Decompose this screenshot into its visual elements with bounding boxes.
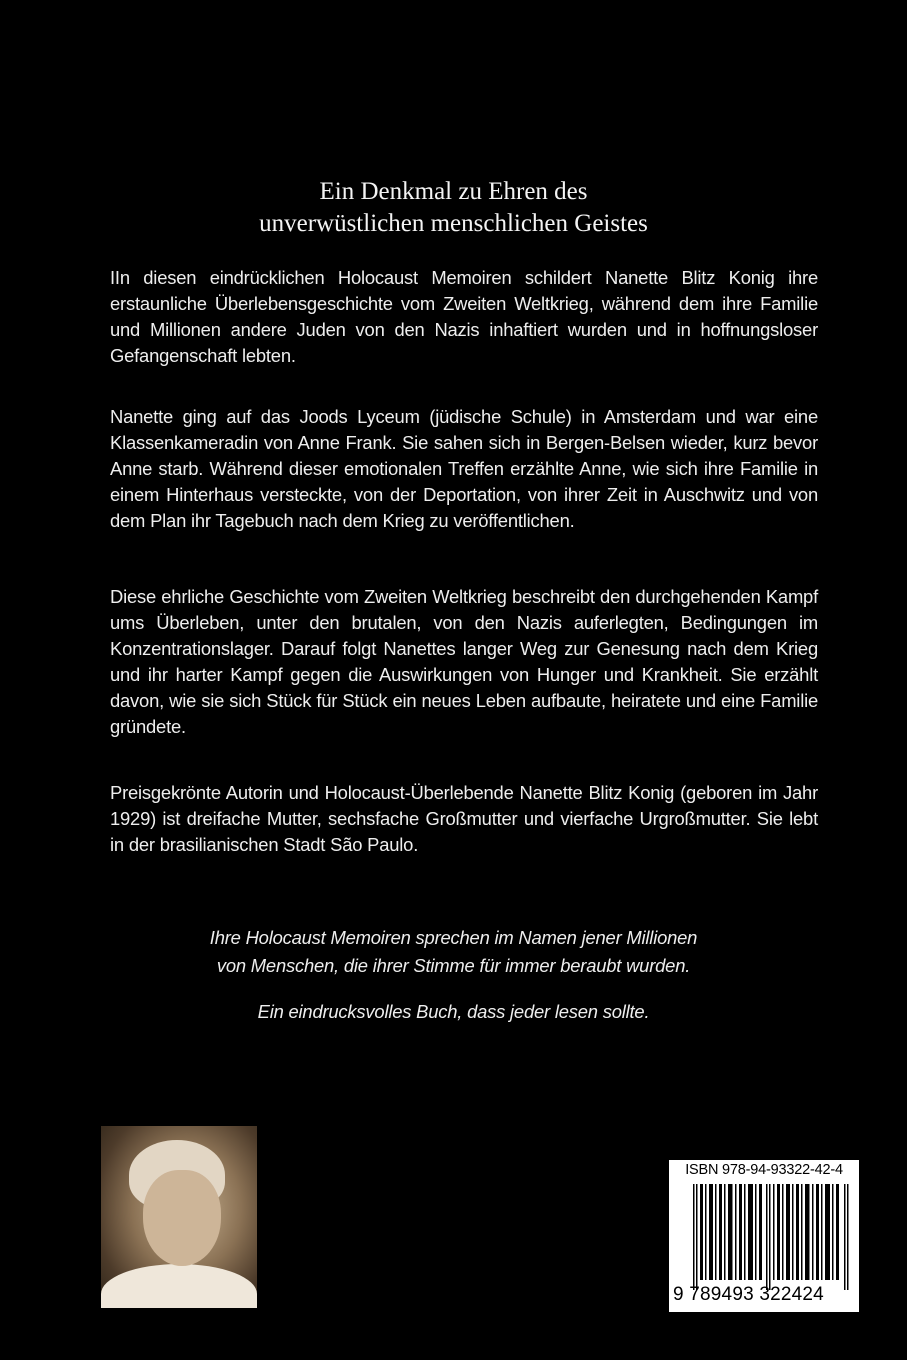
quote-line-1: Ihre Holocaust Memoiren sprechen im Namen jener Millionen	[209, 927, 698, 948]
paragraph-author-bio: Preisgekrönte Autorin und Holocaust-Überlebende Nanette Blitz Konig (geboren im Jahr 1929) ist dreifache Mutter, sechsfache Großmutter und vierfache Urgroßmutter. Sie lebt in der brasilianischen Stadt São Paulo.	[110, 782, 818, 855]
tagline: Ein eindrucksvolles Buch, dass jeder lesen sollte.	[257, 1001, 650, 1022]
paragraph-survival: Diese ehrliche Geschichte vom Zweiten Weltkrieg beschreibt den durchgehenden Kampf ums Überleben, unter den brutalen, von den Nazis auferlegten, Bedingungen im Konzentrationslager. Darauf folgt Nanettes langer Weg zur Genesung nach dem Krieg und ihr harter Kampf gegen die Auswirkungen von Hunger und Krankheit. Sie erzählt davon, wie sie sich Stück für Stück ein neues Leben aufbaute, heiratete und eine Familie gründete.	[110, 586, 818, 737]
barcode-digits: 9 789493 322424	[673, 1284, 824, 1305]
isbn-barcode	[669, 1160, 859, 1312]
barcode-bars-icon	[693, 1184, 851, 1290]
photo-shirt	[101, 1264, 257, 1308]
quote-line-2: von Menschen, die ihrer Stimme für immer beraubt wurden.	[216, 955, 691, 976]
author-photo	[101, 1126, 257, 1308]
photo-face	[143, 1170, 221, 1266]
cover-heading	[0, 176, 907, 240]
paragraph-intro: IIn diesen eindrücklichen Holocaust Memoiren schildert Nanette Blitz Konig ihre erstaunliche Überlebensgeschichte vom Zweiten Weltkrieg, während dem ihre Familie und Millionen andere Juden von den Nazis inhaftiert wurden und in hoffnungsloser Gefangenschaft lebten.	[110, 267, 818, 366]
heading-line-2: unverwüstlichen menschlichen Geistes	[259, 210, 648, 237]
isbn-label: ISBN 978-94-93322-42-4	[685, 1162, 843, 1178]
paragraph-anne-frank: Nanette ging auf das Joods Lyceum (jüdische Schule) in Amsterdam und war eine Klassenkameradin von Anne Frank. Sie sahen sich in Bergen-Belsen wieder, kurz bevor Anne starb. Während dieser emotionalen Treffen erzählte Anne, wie sich ihre Familie in einem Hinterhaus versteckte, von der Deportation, von ihrer Zeit in Auschwitz und von dem Plan ihr Tagebuch nach dem Krieg zu veröffentlichen.	[110, 406, 818, 531]
heading-line-1: Ein Denkmal zu Ehren des	[319, 178, 588, 205]
quote-block	[0, 924, 907, 980]
